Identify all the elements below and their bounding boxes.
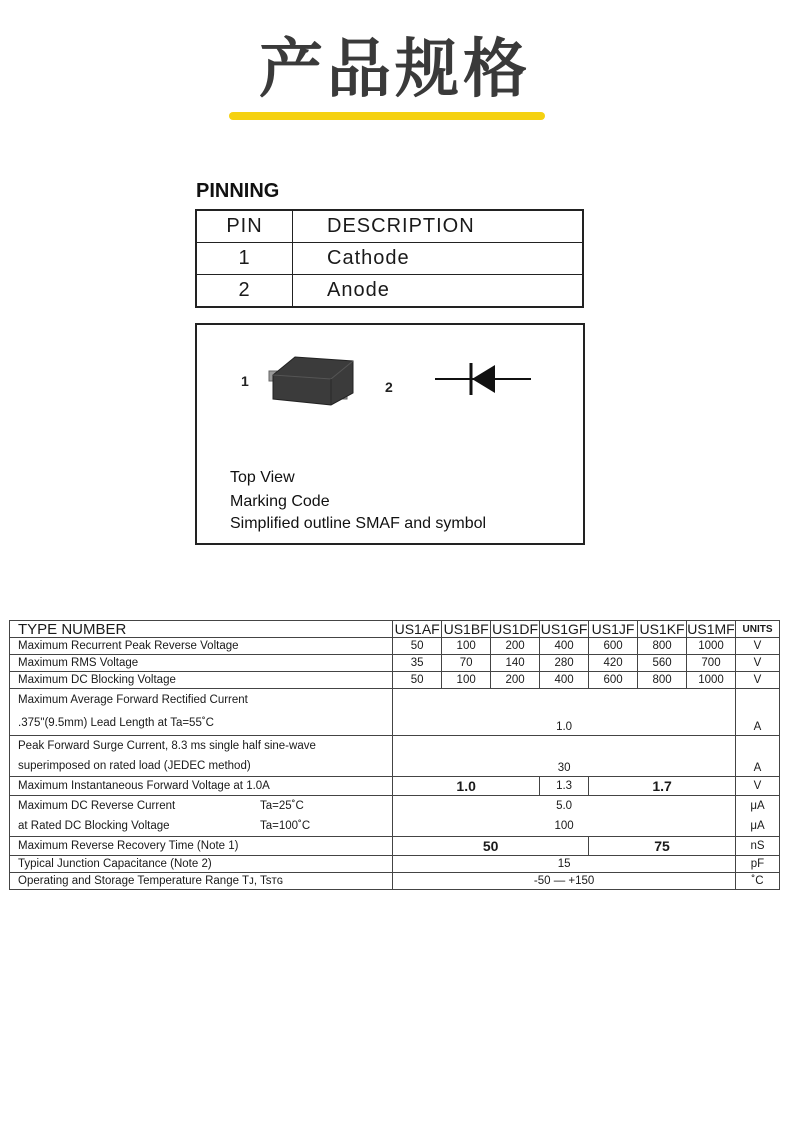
spec-value: 70 [442,655,491,672]
pinning-header-row [196,210,583,243]
spec-value: 200 [491,672,540,689]
spec-unit: pF [736,856,780,873]
spec-header-row [10,621,780,638]
param-label: Operating and Storage Temperature Range Tᴊ, Tsᴛɢ [10,873,393,890]
param-label: Maximum Reverse Recovery Time (Note 1) [10,837,393,856]
spec-row-vdc [10,672,780,689]
param-label-line2: at Rated DC Blocking Voltage [18,820,170,832]
param-label [10,736,393,777]
spec-value: 30 [393,736,736,777]
model-us1mf: US1MF [687,620,735,637]
pin-description: Cathode [293,243,584,275]
spec-value: 1000 [687,638,736,655]
spec-unit: V [736,638,780,655]
spec-value: 50 [393,672,442,689]
spec-unit-25c: μA [750,800,765,812]
spec-value: -50 — +150 [393,873,736,890]
pin-description: Anode [293,275,584,308]
title-underline [229,112,545,120]
specifications-table [9,620,780,890]
package-outline-box [195,323,585,545]
spec-value: 420 [589,655,638,672]
model-us1af: US1AF [394,620,440,637]
param-label: Maximum Instantaneous Forward Voltage at 1.0A [10,777,393,796]
pin-number: 2 [196,275,293,308]
page-title: 产品规格 [259,33,531,107]
spec-value: 200 [491,638,540,655]
model-us1kf: US1KF [639,620,685,637]
type-number-label: TYPE NUMBER [10,621,393,638]
param-label-line2: superimposed on rated load (JEDEC method) [18,760,251,772]
pin1-label: 1 [241,373,249,389]
caption-outline-symbol: Simplified outline SMAF and symbol [230,515,487,532]
spec-row-vrrm [10,638,780,655]
caption-top-view: Top View [230,469,295,486]
spec-value: 800 [638,638,687,655]
condition-100c: Ta=100˚C [260,820,311,832]
spec-unit: V [736,655,780,672]
spec-value: 1.0 [393,689,736,736]
spec-unit [736,796,780,837]
spec-unit-100c: μA [750,820,765,832]
spec-value: 400 [540,638,589,655]
param-label [10,689,393,736]
spec-row-ifsm [10,736,780,777]
units-label: UNITS [736,621,780,638]
spec-unit: V [736,777,780,796]
param-label: Maximum DC Blocking Voltage [10,672,393,689]
spec-value: 15 [393,856,736,873]
spec-value: 50 [393,638,442,655]
spec-value: 600 [589,672,638,689]
param-label-line1: Peak Forward Surge Current, 8.3 ms single half sine-wave [18,740,316,752]
spec-row-ir [10,796,780,837]
model-us1jf: US1JF [589,621,638,638]
smaf-package-icon [261,353,363,411]
spec-value: 600 [589,638,638,655]
spec-value: 140 [491,655,540,672]
spec-value: 100 [442,638,491,655]
spec-value: 50 [393,837,589,856]
pinning-row [196,243,583,275]
spec-row-cj [10,856,780,873]
spec-row-temp [10,873,780,890]
spec-value: 75 [589,837,736,856]
model-us1df: US1DF [492,620,539,637]
model-us1bf: US1BF [443,620,489,637]
param-label: Maximum Recurrent Peak Reverse Voltage [10,638,393,655]
spec-row-trr [10,837,780,856]
spec-value: 1000 [687,672,736,689]
spec-value: 1.0 [393,777,540,796]
diode-symbol-icon [433,359,533,399]
spec-unit: ˚C [736,873,780,890]
spec-value: 100 [442,672,491,689]
spec-row-vf [10,777,780,796]
model-us1gf: US1GF [540,620,588,637]
pinning-row [196,275,583,308]
spec-value: 560 [638,655,687,672]
pin-number: 1 [196,243,293,275]
spec-value: 1.3 [540,777,589,796]
spec-value: 35 [393,655,442,672]
param-label-line1: Maximum Average Forward Rectified Current [18,694,248,706]
pinning-table [195,209,584,308]
spec-value [393,796,736,837]
pin2-label: 2 [385,379,393,395]
param-label-line1: Maximum DC Reverse Current [18,800,176,812]
param-label: Maximum RMS Voltage [10,655,393,672]
pinning-heading: PINNING [196,180,280,202]
spec-value: 280 [540,655,589,672]
param-label: Typical Junction Capacitance (Note 2) [10,856,393,873]
spec-value: 700 [687,655,736,672]
condition-25c: Ta=25˚C [260,800,304,812]
param-label-line2: .375"(9.5mm) Lead Length at Ta=55˚C [18,717,214,729]
spec-row-iav [10,689,780,736]
spec-value-25c: 5.0 [556,800,573,812]
param-label [10,796,393,837]
pin-column-header: PIN [196,210,293,243]
spec-value: 800 [638,672,687,689]
spec-unit: A [736,736,780,777]
caption-marking-code: Marking Code [230,493,330,510]
spec-unit: V [736,672,780,689]
spec-value: 400 [540,672,589,689]
spec-value: 1.7 [589,777,736,796]
spec-unit: A [736,689,780,736]
spec-value-100c: 100 [554,820,574,832]
spec-row-vrms [10,655,780,672]
spec-unit: nS [736,837,780,856]
description-column-header: DESCRIPTION [293,210,584,243]
